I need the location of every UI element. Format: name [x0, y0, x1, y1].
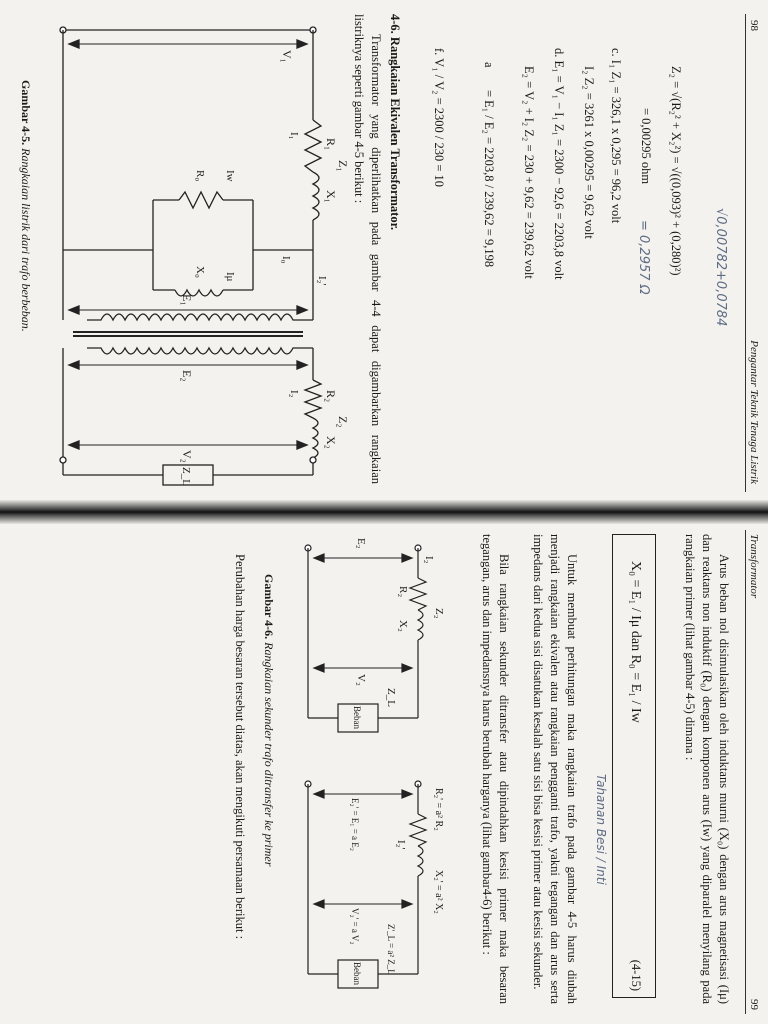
page-number: 98	[748, 20, 760, 31]
label-v2-prime: V₂' = a V₂	[350, 908, 360, 945]
label-i0: I₀	[280, 256, 292, 264]
paragraph-1: Arus beban nol disimulasikan oleh induktans murni (X₀) dengan arus magnetisasi (Iμ) dan reaktans non induktif (R₀) dengan komponen arus (Iw) yang diparalel menyilang pada rangkaian primer (lihat gambar 4-5) dimana :	[683, 534, 731, 1004]
caption-label: Gambar 4-5.	[19, 80, 33, 146]
page-99	[0, 524, 768, 1024]
equation-e: = E₁ / E₂ = 2203,8 / 239,62 = 9,198	[482, 90, 496, 268]
label-r0: R₀	[194, 170, 206, 182]
header-rule	[745, 14, 746, 492]
handwritten-note: Tahanan Besi / Inti	[594, 774, 608, 885]
caption-text: Rangkaian listrik dari trafo berbeban.	[19, 148, 33, 332]
equation-z2-value: = 0,00295 ohm	[639, 108, 653, 185]
label-x0: X₀	[194, 266, 206, 278]
circuit-diagram-4-6-transferred	[288, 774, 448, 1014]
book-gutter	[0, 500, 768, 524]
paragraph-2: Untuk membuat perhitungan maka rangkaian trafo pada gambar 4-5 harus diubah menjadi rangkaian ekivalen atau rangkaian pengganti trafo, yakni tegangan dan arus serta impedans dari kedua sisi disatukan kesalah satu sisi bisa kesisi primer atau kesisi sekunder.	[531, 534, 579, 1004]
label-r1: R₁	[324, 138, 338, 151]
label-e1: E₁	[180, 294, 194, 306]
formula-number: (4-15)	[629, 959, 643, 991]
equation-d2: E₂ = V₂ + I₂ Z₂ = 230 + 9,62 = 239,62 volt	[522, 66, 536, 279]
label-imu: Iμ	[224, 272, 236, 282]
paragraph-3: Bila rangkaian sekunder ditransfer atau dipindahkan kesisi primer maka besaran tegangan, arus dan impedansnya harus berubah harganya (lihat gambar4-6) berikut :	[480, 534, 511, 1004]
label-v2: V₂	[355, 674, 367, 686]
equation-c2: I₂ Z₂ = 3261 x 0,00295 = 9,62 volt	[582, 66, 596, 239]
equation-c: c. I₁ Z₁ = 326,1 x 0,295 = 96,2 volt	[609, 48, 623, 224]
section-title: 4-6. Rangkaian Ekivalen Transformator.	[388, 14, 402, 231]
label-r2-prime: R₂' = a² R₂	[433, 788, 444, 831]
label-v2: V₂	[180, 450, 194, 463]
figure-caption-4-5	[18, 80, 33, 332]
equation-f: f. V₁ / V₂ = 2300 / 230 = 10	[432, 48, 446, 188]
running-header: Transformator	[748, 534, 760, 599]
label-x1: X₁	[324, 190, 338, 203]
label-i2-prime: I₂'	[395, 840, 407, 850]
label-load: Beban	[352, 706, 362, 729]
header-rule	[745, 530, 746, 1014]
page-98	[0, 0, 768, 500]
label-i1: I₁	[288, 132, 300, 140]
handwritten-note-1: √0,00782+0,0784	[713, 208, 728, 327]
label-i2: I₂	[288, 390, 300, 398]
label-z1: Z₁	[336, 160, 350, 172]
caption-label: Gambar 4-6.	[262, 574, 276, 640]
label-e2: E₂	[355, 538, 367, 549]
label-i2: I₂	[423, 556, 435, 564]
formula-box	[612, 534, 656, 998]
label-zl: Z_L	[385, 688, 397, 707]
label-z2: Z₂	[336, 416, 350, 428]
label-z2: Z₂	[433, 608, 445, 619]
equation-z2: Z₂ = √(R₂² + X₂²) = √((0,093)² + (0,280)²)	[669, 66, 683, 276]
page-number: 99	[748, 999, 760, 1010]
label-r2: R₂	[324, 390, 338, 403]
label-i2p: I₂'	[316, 276, 328, 286]
label-iw: Iw	[224, 170, 236, 182]
circuit-diagram-4-5	[43, 20, 350, 490]
figure-caption-4-6	[261, 574, 276, 866]
running-header: Pengantar Teknik Tenaga Listrik	[748, 340, 760, 484]
label-load: Beban	[352, 962, 362, 985]
equation-d: d. E₁ = V₁ − I₁ Z₁ = 2300 − 92,6 = 2203,8 volt	[552, 48, 566, 280]
label-zl-prime: Z'_L = a² Z_L	[386, 924, 396, 975]
circuit-diagram-4-6-secondary	[288, 538, 448, 738]
label-zl: Z_L	[180, 467, 192, 486]
section-paragraph: Transformator yang diperlihatkan pada gambar 4-4 dapat digambarkan rangkaian listriknya seperti gambar 4-5 berikut :	[352, 14, 383, 484]
label-r2: R₂	[397, 586, 409, 598]
formula: X₀ = E₁ / Iμ dan R₀ = E₁ / Iw	[628, 561, 643, 723]
handwritten-note-2: = 0,2957 Ω	[636, 220, 651, 295]
paragraph-4: Perubahan harga besaran tersebut diatas, akan mengikuti persamaan berikut :	[233, 554, 247, 940]
label-e2-prime: E₂' = E₁ = a E₂	[350, 798, 360, 851]
label-v1: V₁	[280, 50, 294, 63]
label-x2-prime: X₂' = a² X₂	[433, 870, 444, 914]
label-x2: X₂	[324, 436, 338, 449]
equation-e-label: a	[482, 62, 496, 68]
label-e2: E₂	[180, 370, 194, 382]
caption-text: Rangkaian sekunder trafo ditransfer ke primer	[262, 642, 276, 867]
label-x2: X₂	[397, 620, 409, 632]
